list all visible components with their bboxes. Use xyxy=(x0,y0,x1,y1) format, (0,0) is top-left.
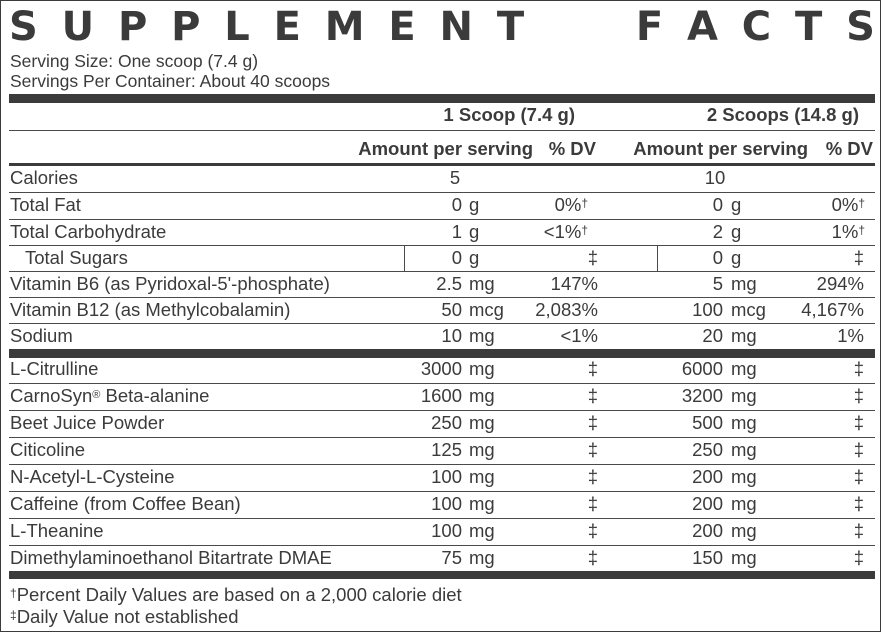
dagger-icon: † xyxy=(581,196,588,210)
amount-1-scoop: 1 xyxy=(451,221,462,242)
dagger-icon: † xyxy=(858,223,865,237)
unit-1-scoop: mg xyxy=(469,385,495,406)
title-letter: S xyxy=(846,4,875,50)
nutrient-name: Vitamin B6 (as Pyridoxal-5'-phosphate) xyxy=(10,273,330,294)
dv-1-scoop: ‡ xyxy=(587,412,598,433)
dv-2-scoops: ‡ xyxy=(853,493,864,514)
dv-2-scoops: ‡ xyxy=(853,547,864,568)
dagger-icon: † xyxy=(10,586,17,600)
dagger-icon: † xyxy=(581,223,588,237)
nutrient-name: Citicoline xyxy=(10,439,86,460)
dv-1-scoop: <1%† xyxy=(543,221,588,242)
unit-1-scoop: g xyxy=(469,247,480,268)
amount-1-scoop: 1600 xyxy=(420,385,462,406)
nutrient-name: N-Acetyl-L-Cysteine xyxy=(10,466,175,487)
amount-2-scoops: 200 xyxy=(692,520,723,541)
unit-2-scoops: g xyxy=(731,194,742,215)
thick-divider-bottom xyxy=(9,571,875,579)
amount-2-scoops: 100 xyxy=(692,299,723,320)
amount-2-scoops: 10 xyxy=(704,167,726,188)
column-header-1-scoop: 1 Scoop (7.4 g) xyxy=(443,104,575,125)
amount-1-scoop: 75 xyxy=(441,547,462,568)
unit-1-scoop: mg xyxy=(469,412,495,433)
amount-per-serving-header-1: Amount per serving xyxy=(358,138,533,159)
dv-2-scoops: 1%† xyxy=(831,221,865,242)
dv-2-scoops: 1% xyxy=(837,325,864,346)
dv-1-scoop: <1% xyxy=(560,325,598,346)
amount-1-scoop: 5 xyxy=(449,167,461,188)
dv-2-scoops: 294% xyxy=(816,273,864,294)
footnote-not-established-text: Daily Value not established xyxy=(16,606,239,627)
dv-1-scoop: ‡ xyxy=(587,547,598,568)
nutrient-name: Total Carbohydrate xyxy=(10,221,167,242)
amount-1-scoop: 50 xyxy=(441,299,462,320)
amount-1-scoop: 100 xyxy=(431,493,462,514)
dv-2-scoops: ‡ xyxy=(853,466,864,487)
unit-1-scoop: mg xyxy=(469,358,495,379)
title-letter: L xyxy=(224,4,250,50)
dv-2-scoops: ‡ xyxy=(853,412,864,433)
title-letter: C xyxy=(741,4,772,50)
amount-2-scoops: 6000 xyxy=(681,358,723,379)
unit-2-scoops: mg xyxy=(731,439,757,460)
dv-1-scoop: ‡ xyxy=(587,358,598,379)
unit-1-scoop: mg xyxy=(469,273,495,294)
dv-2-scoops: ‡ xyxy=(853,520,864,541)
dagger-icon: † xyxy=(858,196,865,210)
nutrient-name: Sodium xyxy=(10,325,73,346)
header-divider xyxy=(9,130,875,131)
dv-1-scoop: ‡ xyxy=(587,247,598,268)
dv-2-scoops: ‡ xyxy=(853,439,864,460)
dv-header-2: % DV xyxy=(825,138,873,159)
amount-per-serving-header-2: Amount per serving xyxy=(633,138,808,159)
unit-2-scoops: mg xyxy=(731,493,757,514)
title-letter: E xyxy=(273,4,301,50)
unit-2-scoops: mg xyxy=(731,520,757,541)
unit-1-scoop: mg xyxy=(469,493,495,514)
amount-1-scoop: 0 xyxy=(451,194,462,215)
unit-1-scoop: mcg xyxy=(469,299,504,320)
amount-2-scoops: 20 xyxy=(702,325,723,346)
unit-2-scoops: mg xyxy=(731,412,757,433)
nutrient-name: Calories xyxy=(10,167,78,188)
unit-1-scoop: mg xyxy=(469,520,495,541)
double-dagger-icon: ‡ xyxy=(10,608,17,622)
unit-1-scoop: mg xyxy=(469,466,495,487)
title-letter: A xyxy=(686,4,718,50)
amount-2-scoops: 0 xyxy=(712,194,723,215)
nutrient-name: Dimethylaminoethanol Bitartrate DMAE xyxy=(10,547,332,568)
unit-1-scoop: mg xyxy=(469,325,495,346)
dv-header-1: % DV xyxy=(548,138,596,159)
dv-1-scoop: ‡ xyxy=(587,493,598,514)
unit-1-scoop: mg xyxy=(469,439,495,460)
amount-2-scoops: 150 xyxy=(692,547,723,568)
nutrient-name: Total Sugars xyxy=(25,247,128,268)
amount-2-scoops: 250 xyxy=(692,439,723,460)
title-letter: F xyxy=(635,4,664,50)
footnote-dv-text: Percent Daily Values are based on a 2,000 calorie diet xyxy=(16,584,462,605)
unit-1-scoop: g xyxy=(469,221,480,242)
unit-2-scoops: mg xyxy=(731,325,757,346)
unit-2-scoops: mg xyxy=(731,385,757,406)
unit-2-scoops: g xyxy=(731,247,742,268)
dv-1-scoop: 147% xyxy=(550,273,598,294)
unit-2-scoops: mg xyxy=(731,466,757,487)
footnote-dv xyxy=(10,584,462,606)
title-letter: T xyxy=(794,4,823,50)
registered-mark: ® xyxy=(92,389,101,401)
title-letter: S xyxy=(9,4,38,50)
dv-2-scoops: ‡ xyxy=(853,385,864,406)
amount-2-scoops: 500 xyxy=(692,412,723,433)
nutrient-name: L-Citrulline xyxy=(10,358,99,379)
dv-2-scoops: ‡ xyxy=(853,358,864,379)
nutrient-name: Caffeine (from Coffee Bean) xyxy=(10,493,241,514)
nutrient-name: Beet Juice Powder xyxy=(10,412,165,433)
nutrient-name: L-Theanine xyxy=(10,520,104,541)
unit-1-scoop: mg xyxy=(469,547,495,568)
servings-per-container: Servings Per Container: About 40 scoops xyxy=(10,71,331,91)
amount-2-scoops: 200 xyxy=(692,493,723,514)
amount-1-scoop: 250 xyxy=(431,412,462,433)
title-letter: P xyxy=(117,4,148,50)
amount-1-scoop: 125 xyxy=(431,439,462,460)
dv-2-scoops: ‡ xyxy=(853,247,864,268)
dv-1-scoop: 0%† xyxy=(554,194,588,215)
dv-1-scoop: ‡ xyxy=(587,520,598,541)
amount-1-scoop: 3000 xyxy=(420,358,462,379)
serving-size: Serving Size: One scoop (7.4 g) xyxy=(10,51,259,71)
title-letter: T xyxy=(496,4,525,50)
amount-1-scoop: 0 xyxy=(451,247,462,268)
dv-1-scoop: ‡ xyxy=(587,466,598,487)
amount-2-scoops: 200 xyxy=(692,466,723,487)
amount-2-scoops: 3200 xyxy=(681,385,723,406)
panel-title xyxy=(9,5,875,49)
amount-1-scoop: 2.5 xyxy=(436,273,462,294)
nutrient-name: Total Fat xyxy=(10,194,81,215)
unit-1-scoop: g xyxy=(469,194,480,215)
amount-2-scoops: 5 xyxy=(712,273,723,294)
dv-1-scoop: 2,083% xyxy=(535,299,598,320)
footnote-not-established xyxy=(10,606,238,628)
dv-1-scoop: ‡ xyxy=(587,385,598,406)
nutrient-name: Vitamin B12 (as Methylcobalamin) xyxy=(10,299,291,320)
amount-2-scoops: 0 xyxy=(712,247,723,268)
unit-2-scoops: mg xyxy=(731,358,757,379)
unit-2-scoops: mg xyxy=(731,547,757,568)
unit-2-scoops: mg xyxy=(731,273,757,294)
unit-2-scoops: mcg xyxy=(731,299,766,320)
dv-2-scoops: 4,167% xyxy=(801,299,864,320)
title-letter: E xyxy=(388,4,416,50)
dv-2-scoops: 0%† xyxy=(831,194,865,215)
amount-2-scoops: 2 xyxy=(712,221,723,242)
amount-1-scoop: 100 xyxy=(431,520,462,541)
title-letter: M xyxy=(324,4,365,50)
title-letter: N xyxy=(439,4,474,50)
unit-2-scoops: g xyxy=(731,221,742,242)
column-header-2-scoops: 2 Scoops (14.8 g) xyxy=(706,104,859,125)
dv-1-scoop: ‡ xyxy=(587,439,598,460)
title-letter: P xyxy=(171,4,201,50)
nutrient-name: CarnoSyn® Beta-alanine xyxy=(10,385,210,406)
amount-1-scoop: 10 xyxy=(441,325,462,346)
thick-divider-middle xyxy=(9,349,875,358)
title-letter: U xyxy=(61,4,95,50)
amount-1-scoop: 100 xyxy=(431,466,462,487)
